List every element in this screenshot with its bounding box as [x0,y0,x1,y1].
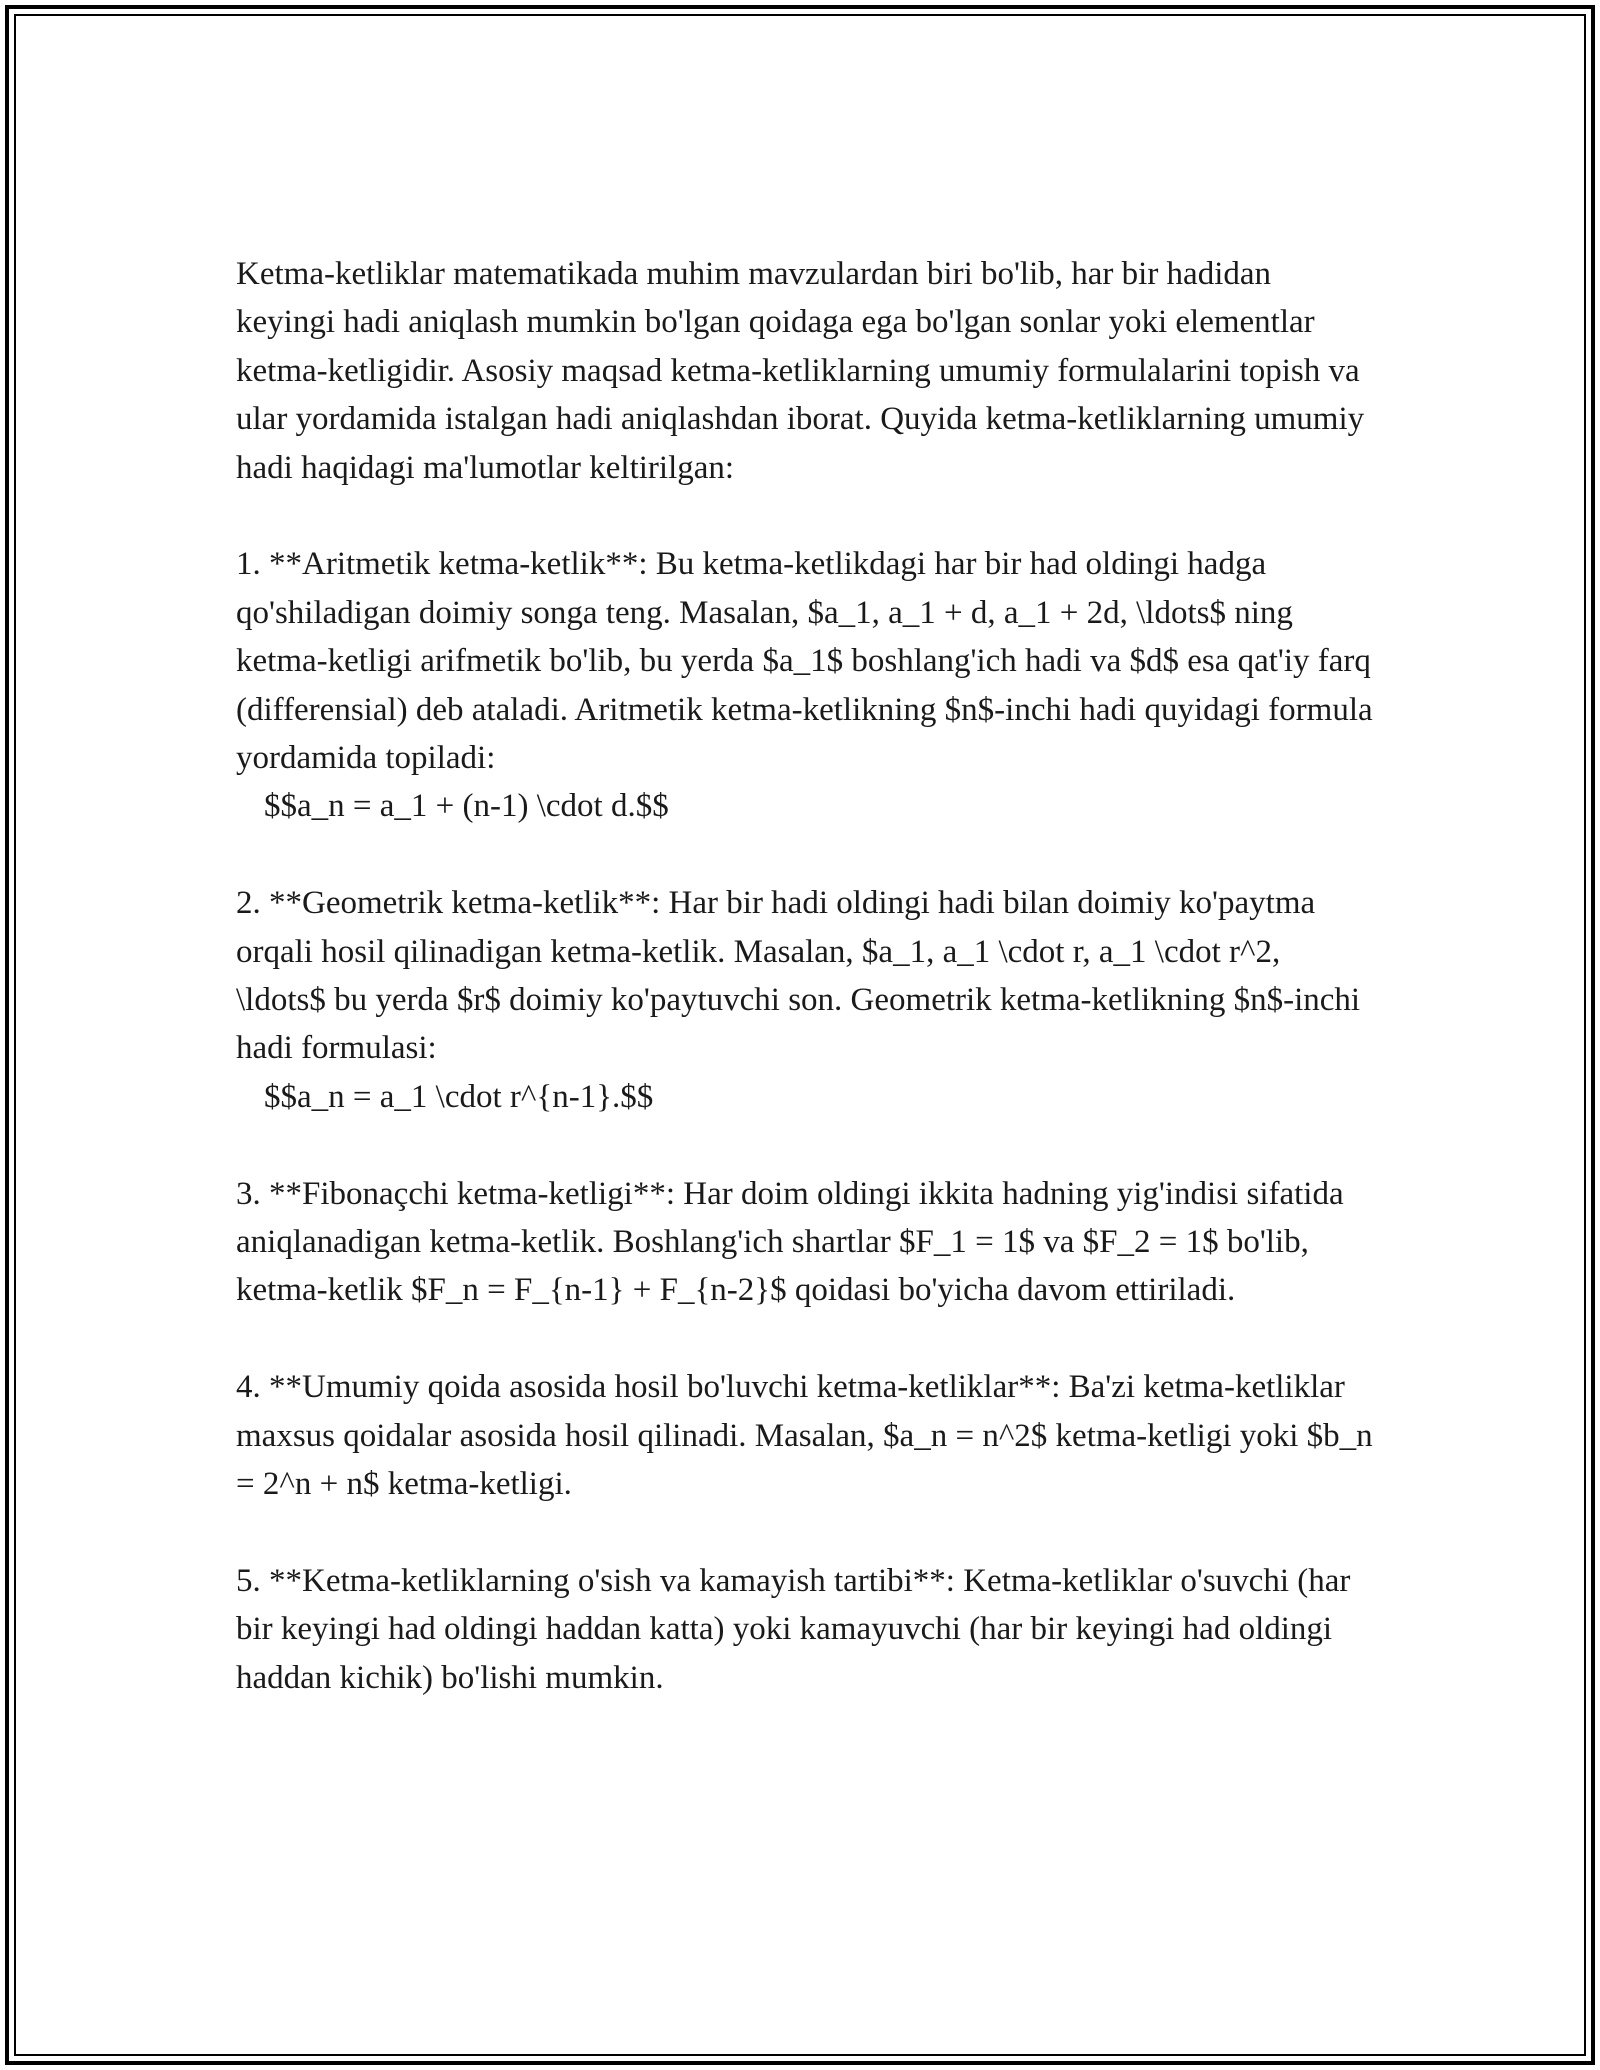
item-umumiy-qoida: 4. **Umumiy qoida asosida hosil bo'luvchi ketma-ketliklar**: Ba'zi ketma-ketliklar maxsus qoidalar asosida hosil qilinadi. Masalan, $a_n = n^2$ ketma-ketligi yoki $b_n = 2^n + n$ ketma-ketligi. [236,1369,1373,1503]
formula-aritmetik: $$a_n = a_1 + (n-1) \cdot d.$$ [264,788,669,825]
formula-geometrik: $$a_n = a_1 \cdot r^{n-1}.$$ [264,1078,654,1115]
item-geometrik: 2. **Geometrik ketma-ketlik**: Har bir hadi oldingi hadi bilan doimiy ko'paytma orqali hosil qilinadigan ketma-ketlik. Masalan, $a_1, a_1 \cdot r, a_1 \cdot r^2, \ldots$ bu yerda $r$ doimiy ko'paytuvchi son. Geometrik ketma-ketlikning $n$-inchi hadi formulasi: [236,885,1361,1067]
item-osish-kamayish: 5. **Ketma-ketliklarning o'sish va kamayish tartibi**: Ketma-ketliklar o'suvchi (har bir keyingi had oldingi haddan katta) yoki kamayuvchi (har bir keyingi had oldingi haddan kichik) bo'lishi mumkin. [236,1562,1351,1696]
document-body [236,250,1376,1702]
item-aritmetik: 1. **Aritmetik ketma-ketlik**: Bu ketma-ketlikdagi har bir had oldingi hadga qo'shiladigan doimiy songa teng. Masalan, $a_1, a_1 + d, a_1 + 2d, \ldots$ ning ketma-ketligi arifmetik bo'lib, bu yerda $a_1$ boshlang'ich hadi va $d$ esa qat'iy farq (differensial) deb ataladi. Aritmetik ketma-ketlikning $n$-inchi hadi quyidagi formula yordamida topiladi: [236,546,1373,777]
item-fibonacci: 3. **Fibonaçchi ketma-ketligi**: Har doim oldingi ikkita hadning yig'indisi sifatida aniqlanadigan ketma-ketlik. Boshlang'ich shartlar $F_1 = 1$ va $F_2 = 1$ bo'lib, ketma-ketlik $F_n = F_{n-1} + F_{n-2}$ qoidasi bo'yicha davom ettiriladi. [236,1175,1344,1309]
intro-paragraph: Ketma-ketliklar matematikada muhim mavzulardan biri bo'lib, har bir hadidan keyingi hadi aniqlash mumkin bo'lgan qoidaga ega bo'lgan sonlar yoki elementlar ketma-ketligidir. Asosiy maqsad ketma-ketliklarning umumiy formulalarini topish va ular yordamida istalgan hadi aniqlashdan iborat. Quyida ketma-ketliklarning umumiy hadi haqidagi ma'lumotlar keltirilgan: [236,256,1365,486]
